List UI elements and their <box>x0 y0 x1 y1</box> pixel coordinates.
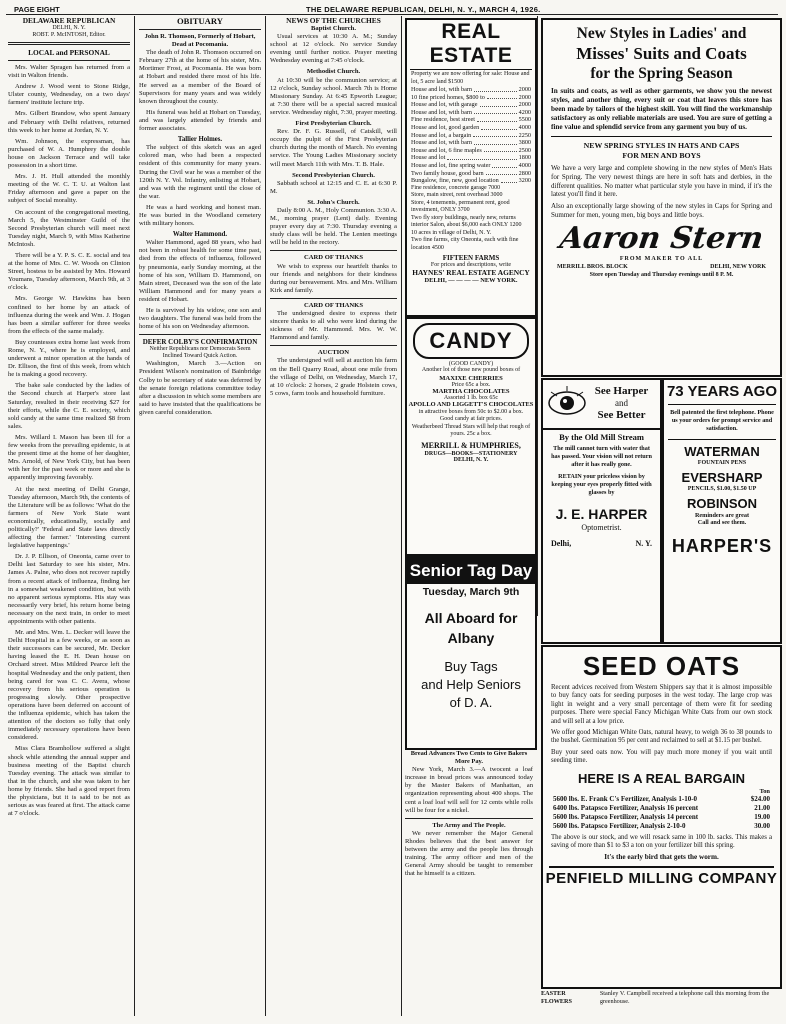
candy-logo <box>413 323 529 359</box>
listing-label: House and lot, with barn <box>411 108 473 116</box>
harper-title: Optometrist. <box>581 523 622 532</box>
news-headline: Bread Advances Two Cents to Give Bakers More Pay. <box>410 750 528 766</box>
local-item: Mrs. Gilbert Brandow, who spent January and February with Delhi relatives, returned this week to her home at Jordan, N. Y. <box>8 110 130 134</box>
local-item: Miss Clara Bramhollow suffered a slight shock while attending the annual supper and business meeting of the Baptist church Tuesday evening. The attack was similar to that in the church, and she was taken to her home by friends. She had a good report from the physicians, but it is said to be not as serious as was feared at first. The attack came at 7 o'clock. <box>8 745 130 818</box>
candy-price: Price 65c a box. <box>451 381 491 388</box>
real-estate-extra <box>407 185 535 253</box>
listing-price: 1800 <box>518 154 531 162</box>
fertilizer-label: 5600 lbs. E. Frank C's Fertilizer, Analysis 1-10-0 <box>553 794 698 803</box>
paper-editor: ROBT. P. McINTOSH, Editor. <box>32 32 106 38</box>
candy-line: Another lot of those new pound boxes of <box>421 367 521 373</box>
obituary-headline: Tallier Holmes. <box>177 136 223 144</box>
column-rule <box>265 16 266 1016</box>
real-estate-listing <box>411 170 531 178</box>
seed-oats-text: Recent advices received from Western Shippers say that it is almost impossible to buy fancy oats for seeding purposes in the west today. The large crop was light in weight and a very small percentage of them were fit for seeding purposes. There were special Fancy Michigan White Oats from our own stock and will sell at a low price. <box>551 684 772 725</box>
listing-label: Fine residence, best street <box>411 116 475 124</box>
hats-heading: NEW SPRING STYLES IN HATS AND CAPS <box>583 141 740 150</box>
fertilizer-label: 5600 lbs. Patapsco Fertilizer, Analysis 14 percent <box>553 812 699 821</box>
fertilizer-price: 21.00 <box>754 803 770 812</box>
divider <box>8 60 130 61</box>
divider <box>270 345 397 346</box>
listing-price: 4000 <box>518 123 531 131</box>
real-estate-extra-item: Store, main street, rent overhead 3000 <box>411 192 503 199</box>
news-headline: The Army and The People. <box>432 821 506 829</box>
see-harper-line: See Better <box>597 408 646 421</box>
eye-icon <box>547 384 587 422</box>
fertilizer-label: 5600 lbs. Patapsco Fertilizer, Analysis 2-10-0 <box>553 821 686 830</box>
real-estate-listing <box>411 124 531 132</box>
auction-title: AUCTION <box>317 349 350 357</box>
caps-body: Also an exceptionally large showing of the new styles in Caps for Spring and Summer for men, young men, big boys and little boys. <box>551 202 772 219</box>
drug-firm-city: DELHI, N. Y. <box>453 456 489 463</box>
see-harper-block <box>543 380 660 426</box>
farms-details: For prices and descriptions, write <box>430 262 512 269</box>
listing-price: 2000 <box>518 93 531 101</box>
seed-oats-text: The above is our stock, and we will resack same in 100 lb. sacks. This makes a saving of more than $1 to $3 a ton on your fertilizer bill this spring. <box>551 833 772 850</box>
tag-day-title: Senior Tag Day <box>407 558 535 584</box>
real-estate-listing <box>411 177 531 185</box>
harper-city-left: Delhi, <box>551 539 572 548</box>
local-item: Mrs. George W. Hawkins has been confined to her home by an attack of influenza during the week and Wm. J. Hogan has been a similar sufferer for three weeks from the effects of the same malady. <box>8 295 130 335</box>
church-text: Rev. Dr. F. G. Russell, of Catskill, will occupy the pulpit of the First Presbyterian church during the month of March. No evening service. The Young Ladies Missionary society will meet March 11th with Mrs. T. B. Hale. <box>270 128 397 168</box>
card-of-thanks-title: CARD OF THANKS <box>304 254 363 262</box>
divider <box>8 42 130 45</box>
candy-item: APOLLO AND LIGGETT'S CHOCOLATES <box>408 400 534 408</box>
candy-ad <box>405 317 537 556</box>
footer-news <box>541 990 778 1018</box>
real-estate-listing <box>411 101 531 109</box>
fertilizer-row <box>553 804 770 813</box>
real-estate-listing <box>411 162 531 170</box>
divider <box>270 250 397 251</box>
listing-label: 10 fine priced homes, $800 to <box>411 93 485 101</box>
page-label: PAGE EIGHT <box>14 5 60 14</box>
mill-heading: By the Old Mill Stream <box>559 432 644 442</box>
divider <box>139 29 261 30</box>
news-text: New York, March 3.—A twocent a loaf increase in bread prices was announced today by the Master Bakers of Manhattan, an organization representing about 400 shops. The cent a loaf loaf will sell for 12 cents while rolls will be four for a nickel. <box>405 766 533 814</box>
fertilizer-row <box>553 822 770 831</box>
tag-day-line: of D. A. <box>449 695 493 710</box>
seed-oats-text: We offer good Michigan White Oats, natural heavy, to weigh 36 to 38 pounds to the bushel. Germination 95 per cent and reclaimed to sell at $1.15 per bushel. <box>551 729 772 745</box>
column-rule <box>134 16 135 1016</box>
obituary-headline: John R. Thomson, Formerly of Hobart, Dead at Pocomania. <box>144 33 256 49</box>
listing-price: 3200 <box>518 177 531 185</box>
church-name: First Presbyterian Church. <box>295 120 372 128</box>
obituary-text: His funeral was held at Hobart on Tuesday, and was largely attended by friends and former associates. <box>139 108 261 133</box>
real-estate-ad <box>405 18 537 317</box>
divider <box>405 818 533 819</box>
real-estate-extra-item: Fine residence, concrete garage 7000 <box>411 184 501 191</box>
paper-title: DELAWARE REPUBLICAN <box>22 16 116 25</box>
column-obituary <box>139 16 261 1016</box>
church-name: Baptist Church. <box>311 25 356 32</box>
church-name: St. John's Church. <box>307 198 360 206</box>
tag-day-ad <box>405 556 537 750</box>
eversharp-brand: EVERSHARP <box>681 470 763 485</box>
masthead: THE DELAWARE REPUBLICAN, DELHI, N. Y., MARCH 4, 1926. <box>306 5 541 14</box>
stern-address <box>543 262 780 272</box>
news-headline: DEFER COLBY'S CONFIRMATION <box>142 338 258 347</box>
listing-price: 4000 <box>518 161 531 169</box>
tag-day-line: All Aboard for <box>424 610 518 626</box>
local-item: Mrs. J. H. Hull attended the monthly meeting of the W. C. T. U. at Walton last Friday afternoon and gave a paper on the subject of Social morality. <box>8 173 130 205</box>
auction-text: The undersigned will sell at auction his farm on the Bell Quarry Road, about one mile from the village of Delhi, on Wednesday, March 17, at 10 o'clock: 2 horses, 2 grade Holstein cows, 5 cows, farm tools and household furniture. <box>270 357 397 397</box>
real-estate-listing <box>411 86 531 94</box>
eversharp-sub: PENCILS, $1.00, $1.50 UP <box>687 486 757 492</box>
fertilizer-price: $24.00 <box>750 794 770 803</box>
tag-day-line: and Help Seniors <box>421 677 521 692</box>
fertilizer-label: 6400 lbs. Patapsco Fertilizer, Analysis 16 percent <box>553 803 699 812</box>
column-rule <box>401 16 402 1016</box>
local-item: There will be a Y. P. S. C. E. social and tea at the home of Mrs. C. W. Woods on Clinton Street, hostess to be assisted by Mrs. Howard Youmans, Tuesday afternoon, March 9th, at 3 o'clock. <box>8 251 130 292</box>
aaron-stern-ad <box>541 18 782 377</box>
section-title: LOCAL and PERSONAL <box>28 48 110 57</box>
seed-oats-ad <box>541 645 782 989</box>
paper-place: DELHI, N. Y. <box>52 25 86 31</box>
fertilizer-row <box>553 795 770 804</box>
seed-oats-title: SEED OATS <box>582 651 741 681</box>
local-item: Buy countesses extra home last week from Rome, N. Y., where he is employed, and underwent a minor operation at the hands of Dr. Ellison, the first of this week, from which he is making a good recovery. <box>8 338 130 379</box>
card-of-thanks-text: We wish to express our heartfelt thanks to our friends and neighbors for their kindness during our bereavement. Mrs. and Mrs. William Kirk and family. <box>270 262 397 294</box>
listing-price: 2500 <box>518 146 531 154</box>
real-estate-listing <box>411 139 531 147</box>
listing-label: House and lot <box>411 154 446 162</box>
obituary-title: OBITUARY <box>176 16 223 26</box>
fertilizer-row <box>553 813 770 822</box>
listing-price: 2250 <box>518 131 531 139</box>
retain-text: RETAIN your priceless vision by keeping your eyes properly fitted with glasses by <box>551 473 652 496</box>
listing-price: 2000 <box>518 86 531 93</box>
ton-label: Ton <box>759 787 770 795</box>
seed-oats-text: Buy your seed oats now. You will pay much more money if you wait until seeding time. <box>551 748 772 765</box>
listing-price: 2000 <box>518 101 531 109</box>
tag-day-line: Albany <box>447 630 495 646</box>
real-estate-intro: Property we are now offering for sale: House and lot, 5 acre land $1500 <box>411 71 530 85</box>
harper-city <box>543 533 660 548</box>
listing-price: 5500 <box>518 116 531 124</box>
obituary-text: Walter Hammond, aged 88 years, who had not been in robust health for some time past, died from the effects of influenza, followed by pneumonia, early Sunday morning, at the home of his son, William D. Hammond, on Main street, Deceased was the son of the late William Hammond and for many years a resident of Hobart. <box>139 239 261 303</box>
robinson-sub: Reminders are great <box>694 512 750 519</box>
real-estate-extra-item: 10 acres in village of Delhi, N. Y. <box>411 229 492 236</box>
candy-item: MARTHA CHOCOLATES <box>432 387 510 395</box>
church-text: At 10:30 will be the communion service; at 12 o'clock, Sunday school. March 7th is Home Missionary Sunday. At 6:45 Epworth League; at 7:30 there will be a special sacred musical service. Wednesday night, 7:30, prayer meeting. <box>270 76 397 116</box>
see-harper-line: and <box>615 397 628 408</box>
early-bird-text: It's the early bird that gets the worm. <box>604 853 719 862</box>
candy-line: in attractive boxes from 50c to $2.00 a box. <box>418 408 524 415</box>
local-item: Mrs. Willard I. Mason has been ill for a few weeks from the prevailing epidemic, is at the present time at the home of her daughter, Mrs. Arnold, of New York City, but has been with her for the past week or more and she is apparently improving favorably. <box>8 433 130 482</box>
waterman-sub: FOUNTAIN PENS <box>697 460 747 466</box>
easter-flowers-heading: EASTER FLOWERS <box>541 990 572 1005</box>
real-estate-listing <box>411 116 531 124</box>
local-item: On account of the congregational meeting, March 5, the Westminster Guild of the Second Presbyterian church will meet next Tuesday night, March 9, with Miss Katherine McIntosh. <box>8 208 130 248</box>
page-header <box>6 2 778 14</box>
candy-price: Assorted 1 lb. box 65c <box>443 394 499 401</box>
listing-label: House and lot, with garage <box>411 101 478 109</box>
hats-heading: FOR MEN AND BOYS <box>622 151 701 160</box>
harpers-store-name: HARPER'S <box>671 536 773 556</box>
church-name: Second Presbyterian Church. <box>292 171 375 179</box>
real-estate-listing <box>411 132 531 140</box>
stern-hours: Store open Tuesday and Thursday evenings until 8 P. M. <box>589 271 734 278</box>
divider <box>270 298 397 299</box>
listing-label: House and lot, a bargain <box>411 131 472 139</box>
local-item: Wm. Johnson, the expressman, has purchased of W. A. Humphrey the double house on Jackson Terrace and will take possession in a short time. <box>8 137 130 170</box>
stern-address-left: MERRILL BROS. BLOCK <box>557 263 628 270</box>
hats-body: We have a very large and complete showing in the new styles of Men's Hats for Spring. The very newest things are here in soft hats and derbies, in the different qualities. No matter what particular style you have in mind, if it's the latest you'll find it here. <box>551 164 772 199</box>
church-name: Methodist Church. <box>306 68 361 76</box>
drug-firm-sub: DRUGS—BOOKS—STATIONERY <box>424 450 518 457</box>
mill-text: The mill cannot turn with water that has passed. Your vision will not return after it has really gone. <box>551 445 652 468</box>
harpers-store-ad <box>662 378 782 644</box>
real-estate-extra-item: Two fine farms, city Oneonta, each with fine location 4500 <box>411 237 519 251</box>
styles-title: New Styles in Ladies' and <box>576 25 747 42</box>
obituary-text: The subject of this sketch was an aged colored man, who had been a respected resident of this community for many years. During the Civil war he was a member of the 120th N. Y. Vol. Infantry, enlisting at Hobart, and was with the regiment until the close of the war. <box>139 144 261 200</box>
real-estate-listing <box>411 154 531 162</box>
campbell-text: Stanley V. Campbell received a telephone call this morning from the greenhouse. <box>599 990 770 1005</box>
listing-label: House and lot, fine spring water <box>411 161 491 169</box>
stern-address-right: DELHI, NEW YORK <box>710 263 766 270</box>
years-ago-title: 73 YEARS AGO <box>666 383 778 400</box>
column-churches <box>270 16 397 1016</box>
local-item: Dr. J. P. Ellison, of Oneonta, came over to Delhi last Saturday to see his sister, Mrs. James A. Palne, who does not recover rapidly from a recent attack of influenza, finding her in a somewhat weakened condition, but with no apparent serious symptoms. His stay was necessarily very brief, his return home being necessary on the next train, in order to meet appointments with other patients. <box>8 553 130 625</box>
real-estate-listing <box>411 109 531 117</box>
candy-line: Weatherbeed Thread Stars will help that rough of yours. 25c a box. <box>411 423 531 437</box>
listing-label: Two family house, good barn <box>411 169 484 177</box>
robinson-sub: Call and see them. <box>697 519 747 526</box>
fertilizer-price: 30.00 <box>754 821 770 830</box>
tag-day-line: Buy Tags <box>444 659 498 674</box>
listing-label: Bungalow, fine, new, good location <box>411 177 499 185</box>
real-estate-list <box>407 86 535 185</box>
candy-line: Good candy at fair prices. <box>439 416 503 422</box>
penfield-company: PENFIELD MILLING COMPANY <box>545 870 778 888</box>
fertilizer-table <box>543 795 780 831</box>
listing-label: House and lot, 6 fine maples <box>411 146 482 154</box>
column-local <box>8 16 130 1016</box>
divider <box>139 334 261 335</box>
candy-sub: (GOOD CANDY) <box>448 361 494 367</box>
real-estate-extra-item: Store, 4 tenements, permanent rent, good investment, ONLY 3700 <box>411 199 510 214</box>
obituary-text: He is survived by his widow, one son and two daughters. The funeral was held from the home of his son on Wednesday afternoon. <box>139 307 261 331</box>
styles-title: for the Spring Season <box>590 65 733 82</box>
real-estate-title: REAL ESTATE <box>429 20 513 67</box>
local-item: Andrew J. Wood went to Stone Ridge, Ulster county, Wednesday, on a two days' farmers' institute lecture trip. <box>8 83 130 107</box>
real-estate-listing <box>411 147 531 155</box>
fertilizer-price: 19.00 <box>754 812 770 821</box>
tag-day-date: Tuesday, March 9th <box>422 586 520 598</box>
obituary-headline: Walter Hammond. <box>172 231 228 239</box>
listing-price: 2800 <box>518 169 531 177</box>
agency-city: DELHI, — — — — NEW YORK. <box>424 277 518 285</box>
bargain-heading: HERE IS A REAL BARGAIN <box>577 770 746 786</box>
local-item: Mrs. Walter Spragen has returned from a visit in Walton friends. <box>8 64 130 80</box>
card-of-thanks-text: The undersigned desire to express their sincere thanks to all who were kind during the sickness of Mr. Hammond. Mrs. W. W. Hammond and family. <box>270 310 397 342</box>
harper-optometrist-ad <box>541 378 662 644</box>
listing-label: House and lot, good garden <box>411 123 480 131</box>
candy-title: CANDY <box>429 328 513 353</box>
agency-name: HAYNES' REAL ESTATE AGENCY <box>412 268 530 278</box>
styles-title: Misses' Suits and Coats <box>576 44 747 63</box>
news-subhead: Neither Republicans nor Democrats Seem Inclined Toward Quick Action. <box>149 346 251 360</box>
stern-logo-text: Aaron Stern <box>557 220 766 256</box>
robinson-brand: ROBINSON <box>686 496 758 511</box>
farms-heading: FIFTEEN FARMS <box>442 254 500 263</box>
years-ago-text: Bell patented the first telephone. Phone us your orders for prompt service and satisfaction. <box>670 409 774 432</box>
header-rule <box>6 14 778 15</box>
obituary-text: He was a hard working and honest man. He was buried in the Woodland cemetery with military honors. <box>139 203 261 228</box>
real-estate-listing <box>411 94 531 102</box>
church-text: Daily 8:00 A. M., Holy Communion. 3:30 A. M., morning prayer (Lent) daily. Evening prayer every day at 7:30. Thursday evening a study class will be held. The Lenten meetings will be held in the rectory. <box>270 206 397 247</box>
column-rule <box>537 16 538 616</box>
church-text: Sabbath school at 12:15 and C. E. at 6:30 P. M. <box>270 179 397 195</box>
local-item: At the next meeting of Delhi Grange, Tuesday afternoon, March 9th, the contents of the Literature will be as follows: 'What do the farmers of New York State want economically, educationally, socially and politically?' 'Federal and State laws directly affecting the farmer.' 'Interesting current legislative happenings.' <box>8 485 130 550</box>
listing-label: House and lot, with barn <box>411 139 473 147</box>
churches-title: NEWS OF THE CHURCHES <box>286 16 381 25</box>
news-text: Washington, March 3.—Action on President Wilson's nomination of Bainbridge Colby to be secretary of state was deferred by the senate foreign relations committee today after a discussion in which some members are said to have insisted that the qualifications be given careful consideration. <box>139 360 261 416</box>
listing-label: House and lot, with barn <box>411 86 473 93</box>
harper-name: J. E. HARPER <box>555 506 648 522</box>
news-text: We never remember the Major General Rhodes believes that the best answer for between the army and the people lies through training. The army officer and men of the General Army should be taught to remember that he himself is a citizen. <box>405 829 533 878</box>
local-item: Mr. and Mrs. Wm. L. Decker will leave the Delhi Hospital in a few weeks, or as soon as their successors can be secured, Mr. Decker having leased the E. H. Dean house on Orchard street. Miss Mildred Pearce left the hospital Wednesday and the only patient, then being cared for was C. C. Avera, whose recovery from his serious operation is progressing slowly. Other prospective operations have been deferred on account of the influenza epidemic, which has taken the attention of the doctors so fully that only immediately necessary operations have been considered. <box>8 629 130 742</box>
local-item: The bake sale conducted by the ladies of the Second church at Harper's store last Saturday, resulted in their receiving $27 for their efforts, while the C. E. society, which sold candy at the same time realized $8 from sales. <box>8 382 130 430</box>
drug-firm: MERRILL & HUMPHRIES, <box>421 440 521 450</box>
styles-body: In suits and coats, as well as other garments, we show you the newest styles, and another thing, every suit or coat that leaves this store has been made by tailors of the highest skill. You will find the workmanship satisfactory as only reliable materials are used. You are sure of getting a fine value and splendid service from any garment you buy of us. <box>551 87 772 131</box>
church-text: Usual services at 10:30 A. M.; Sunday school at 12 o'clock. No service Sunday evening until further notice. Prayer meeting Wednesday evening at 7:45 o'clock. <box>270 33 397 65</box>
card-of-thanks-title: CARD OF THANKS <box>304 301 363 309</box>
column-misc-news <box>405 750 533 1016</box>
listing-price: 4200 <box>518 108 531 116</box>
stern-logo-tag: FROM MAKER TO ALL <box>619 255 704 262</box>
see-harper-line: See Harper <box>594 384 649 397</box>
candy-item: MAXIXE CHERRIES <box>439 374 503 382</box>
listing-price: 3800 <box>518 139 531 147</box>
stern-logo <box>543 222 780 262</box>
waterman-brand: WATERMAN <box>684 444 760 459</box>
obituary-text: The death of John R. Thomson occurred on February 27th at the home of his sister, Mrs. Mortimer Frost, at Pocomania. He was born at Hobart and resided there most of his life. He served as a member of the Board of Supervisors for many years and was widely known throughout the county. <box>139 49 261 105</box>
harper-city-right: N. Y. <box>635 539 652 548</box>
real-estate-extra-item: Two fly story buildings, nearly new, returns interior Salon, about $6,000 each ONLY 1200 <box>411 214 522 229</box>
